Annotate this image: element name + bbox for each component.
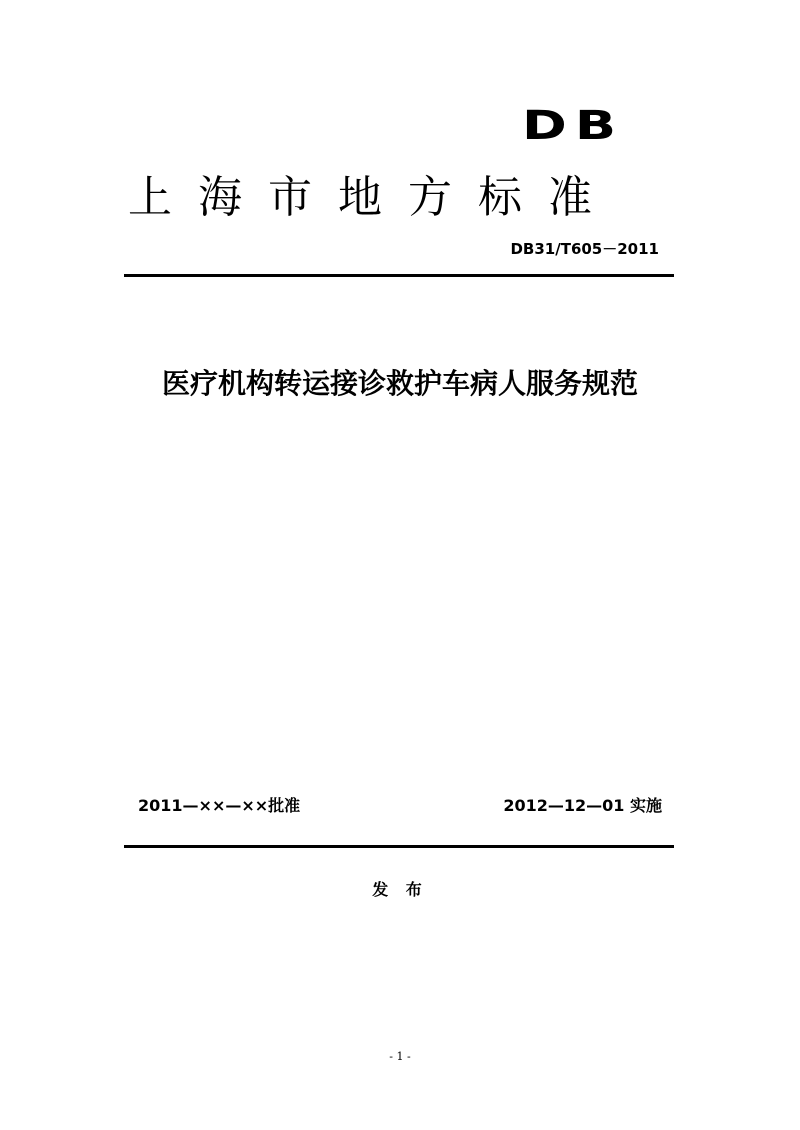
page-number: - 1 - bbox=[389, 1050, 411, 1063]
db-standard-mark: DB bbox=[522, 103, 625, 149]
effective-date: 2012—12—01 实施 bbox=[503, 796, 662, 815]
publish-label: 发 布 bbox=[372, 880, 428, 899]
bottom-divider bbox=[124, 845, 674, 848]
approval-date: 2011—××—××批准 bbox=[138, 796, 301, 815]
standard-category-title: 上海市地方标准 bbox=[128, 172, 618, 223]
standard-code: DB31/T605－2011 bbox=[510, 240, 659, 258]
top-divider bbox=[124, 274, 674, 277]
document-title: 医疗机构转运接诊救护车病人服务规范 bbox=[161, 367, 638, 400]
